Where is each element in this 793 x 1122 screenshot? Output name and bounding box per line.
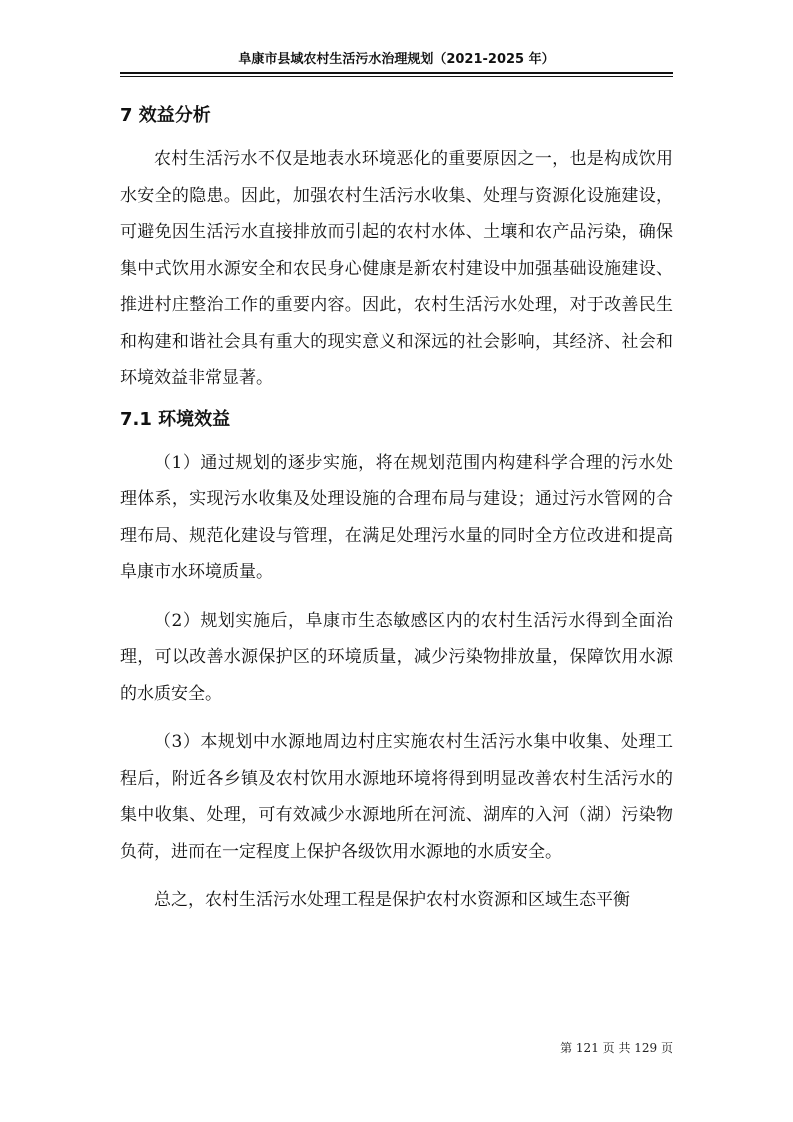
header-rule-thin	[120, 76, 673, 77]
document-body	[120, 101, 673, 919]
page-number: 第 121 页 共 129 页	[560, 1041, 673, 1055]
summary-paragraph: 总之，农村生活污水处理工程是保护农村水资源和区域生态平衡	[154, 890, 630, 910]
benefit-paragraph-2: （2）规划实施后，阜康市生态敏感区内的农村生活污水得到全面治理，可以改善水源保护区的环境质量，减少污染物排放量，保障饮用水源的水质安全。	[120, 610, 673, 704]
benefit-paragraph-3: （3）本规划中水源地周边村庄实施农村生活污水集中收集、处理工程后，附近各乡镇及农村饮用水源地环境将得到明显改善农村生活污水的集中收集、处理，可有效减少水源地所在河流、湖库的入河（湖）污染物负荷，进而在一定程度上保护各级饮用水源地的水质安全。	[120, 732, 673, 862]
header-title: 阜康市县域农村生活污水治理规划（2021-2025 年）	[238, 52, 555, 67]
section-heading: 7 效益分析	[120, 105, 211, 126]
section-paragraph: 农村生活污水不仅是地表水环境恶化的重要原因之一，也是构成饮用水安全的隐患。因此，加强农村生活污水收集、处理与资源化设施建设，可避免因生活污水直接排放而引起的农村水体、土壤和农产品污染，确保集中式饮用水源安全和农民身心健康是新农村建设中加强基础设施建设、推进村庄整治工作的重要内容。因此，农村生活污水处理，对于改善民生和构建和谐社会具有重大的现实意义和深远的社会影响，其经济、社会和环境效益非常显著。	[120, 149, 673, 388]
subsection-heading: 7.1 环境效益	[120, 408, 231, 430]
benefit-paragraph-1: （1）通过规划的逐步实施，将在规划范围内构建科学合理的污水处理体系，实现污水收集及处理设施的合理布局与建设；通过污水管网的合理布局、规范化建设与管理，在满足处理污水量的同时全方位改进和提高阜康市水环境质量。	[120, 452, 673, 582]
page-header	[120, 40, 673, 72]
header-rule-thick	[120, 72, 673, 74]
